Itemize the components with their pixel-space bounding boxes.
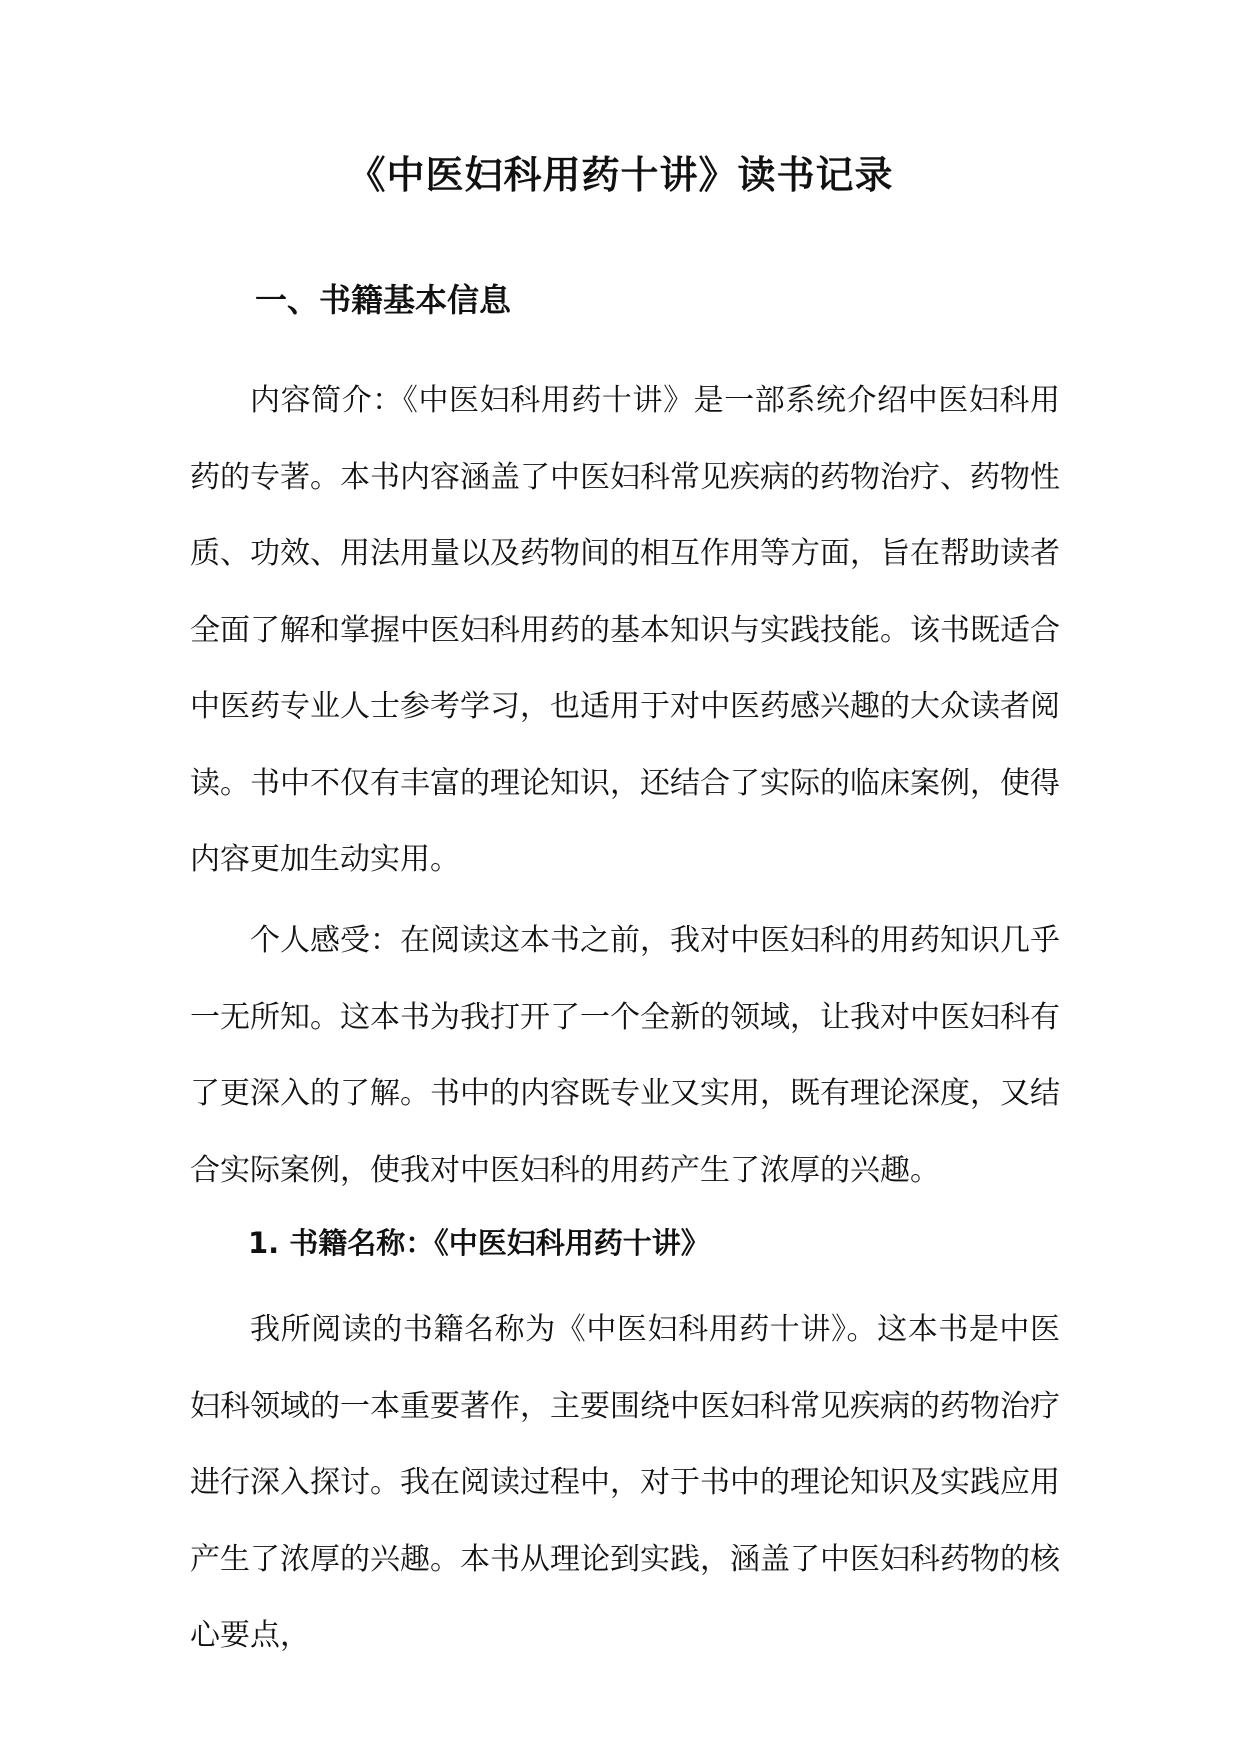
subheading-book-name [248,1223,710,1263]
paragraph-book-name: 我所阅读的书籍名称为《中医妇科用药十讲》。这本书是中医妇科领域的一本重要著作，主要围绕中医妇科常见疾病的药物治疗进行深入探讨。我在阅读过程中，对于书中的理论知识及实践应用产生了浓厚的兴趣。本书从理论到实践，涵盖了中医妇科药物的核心要点， [190,1312,1060,1653]
subheading-number: 1. [248,1226,280,1260]
subheading-text: 书籍名称：《中医妇科用药十讲》 [289,1226,710,1260]
section-heading-basic-info: 一、书籍基本信息 [255,281,512,319]
document-title: 《中医妇科用药十讲》读书记录 [347,153,894,197]
paragraph-content-summary: 内容简介：《中医妇科用药十讲》是一部系统介绍中医妇科用药的专著。本书内容涵盖了中医妇科常见疾病的药物治疗、药物性质、功效、用法用量以及药物间的相互作用等方面，旨在帮助读者全面了解和掌握中医妇科用药的基本知识与实践技能。该书既适合中医药专业人士参考学习，也适用于对中医药感兴趣的大众读者阅读。书中不仅有丰富的理论知识，还结合了实际的临床案例，使得内容更加生动实用。 [190,383,1060,877]
paragraph-personal-feeling: 个人感受：在阅读这本书之前，我对中医妇科的用药知识几乎一无所知。这本书为我打开了一个全新的领域，让我对中医妇科有了更深入的了解。书中的内容既专业又实用，既有理论深度，又结合实际案例，使我对中医妇科的用药产生了浓厚的兴趣。 [190,923,1060,1188]
